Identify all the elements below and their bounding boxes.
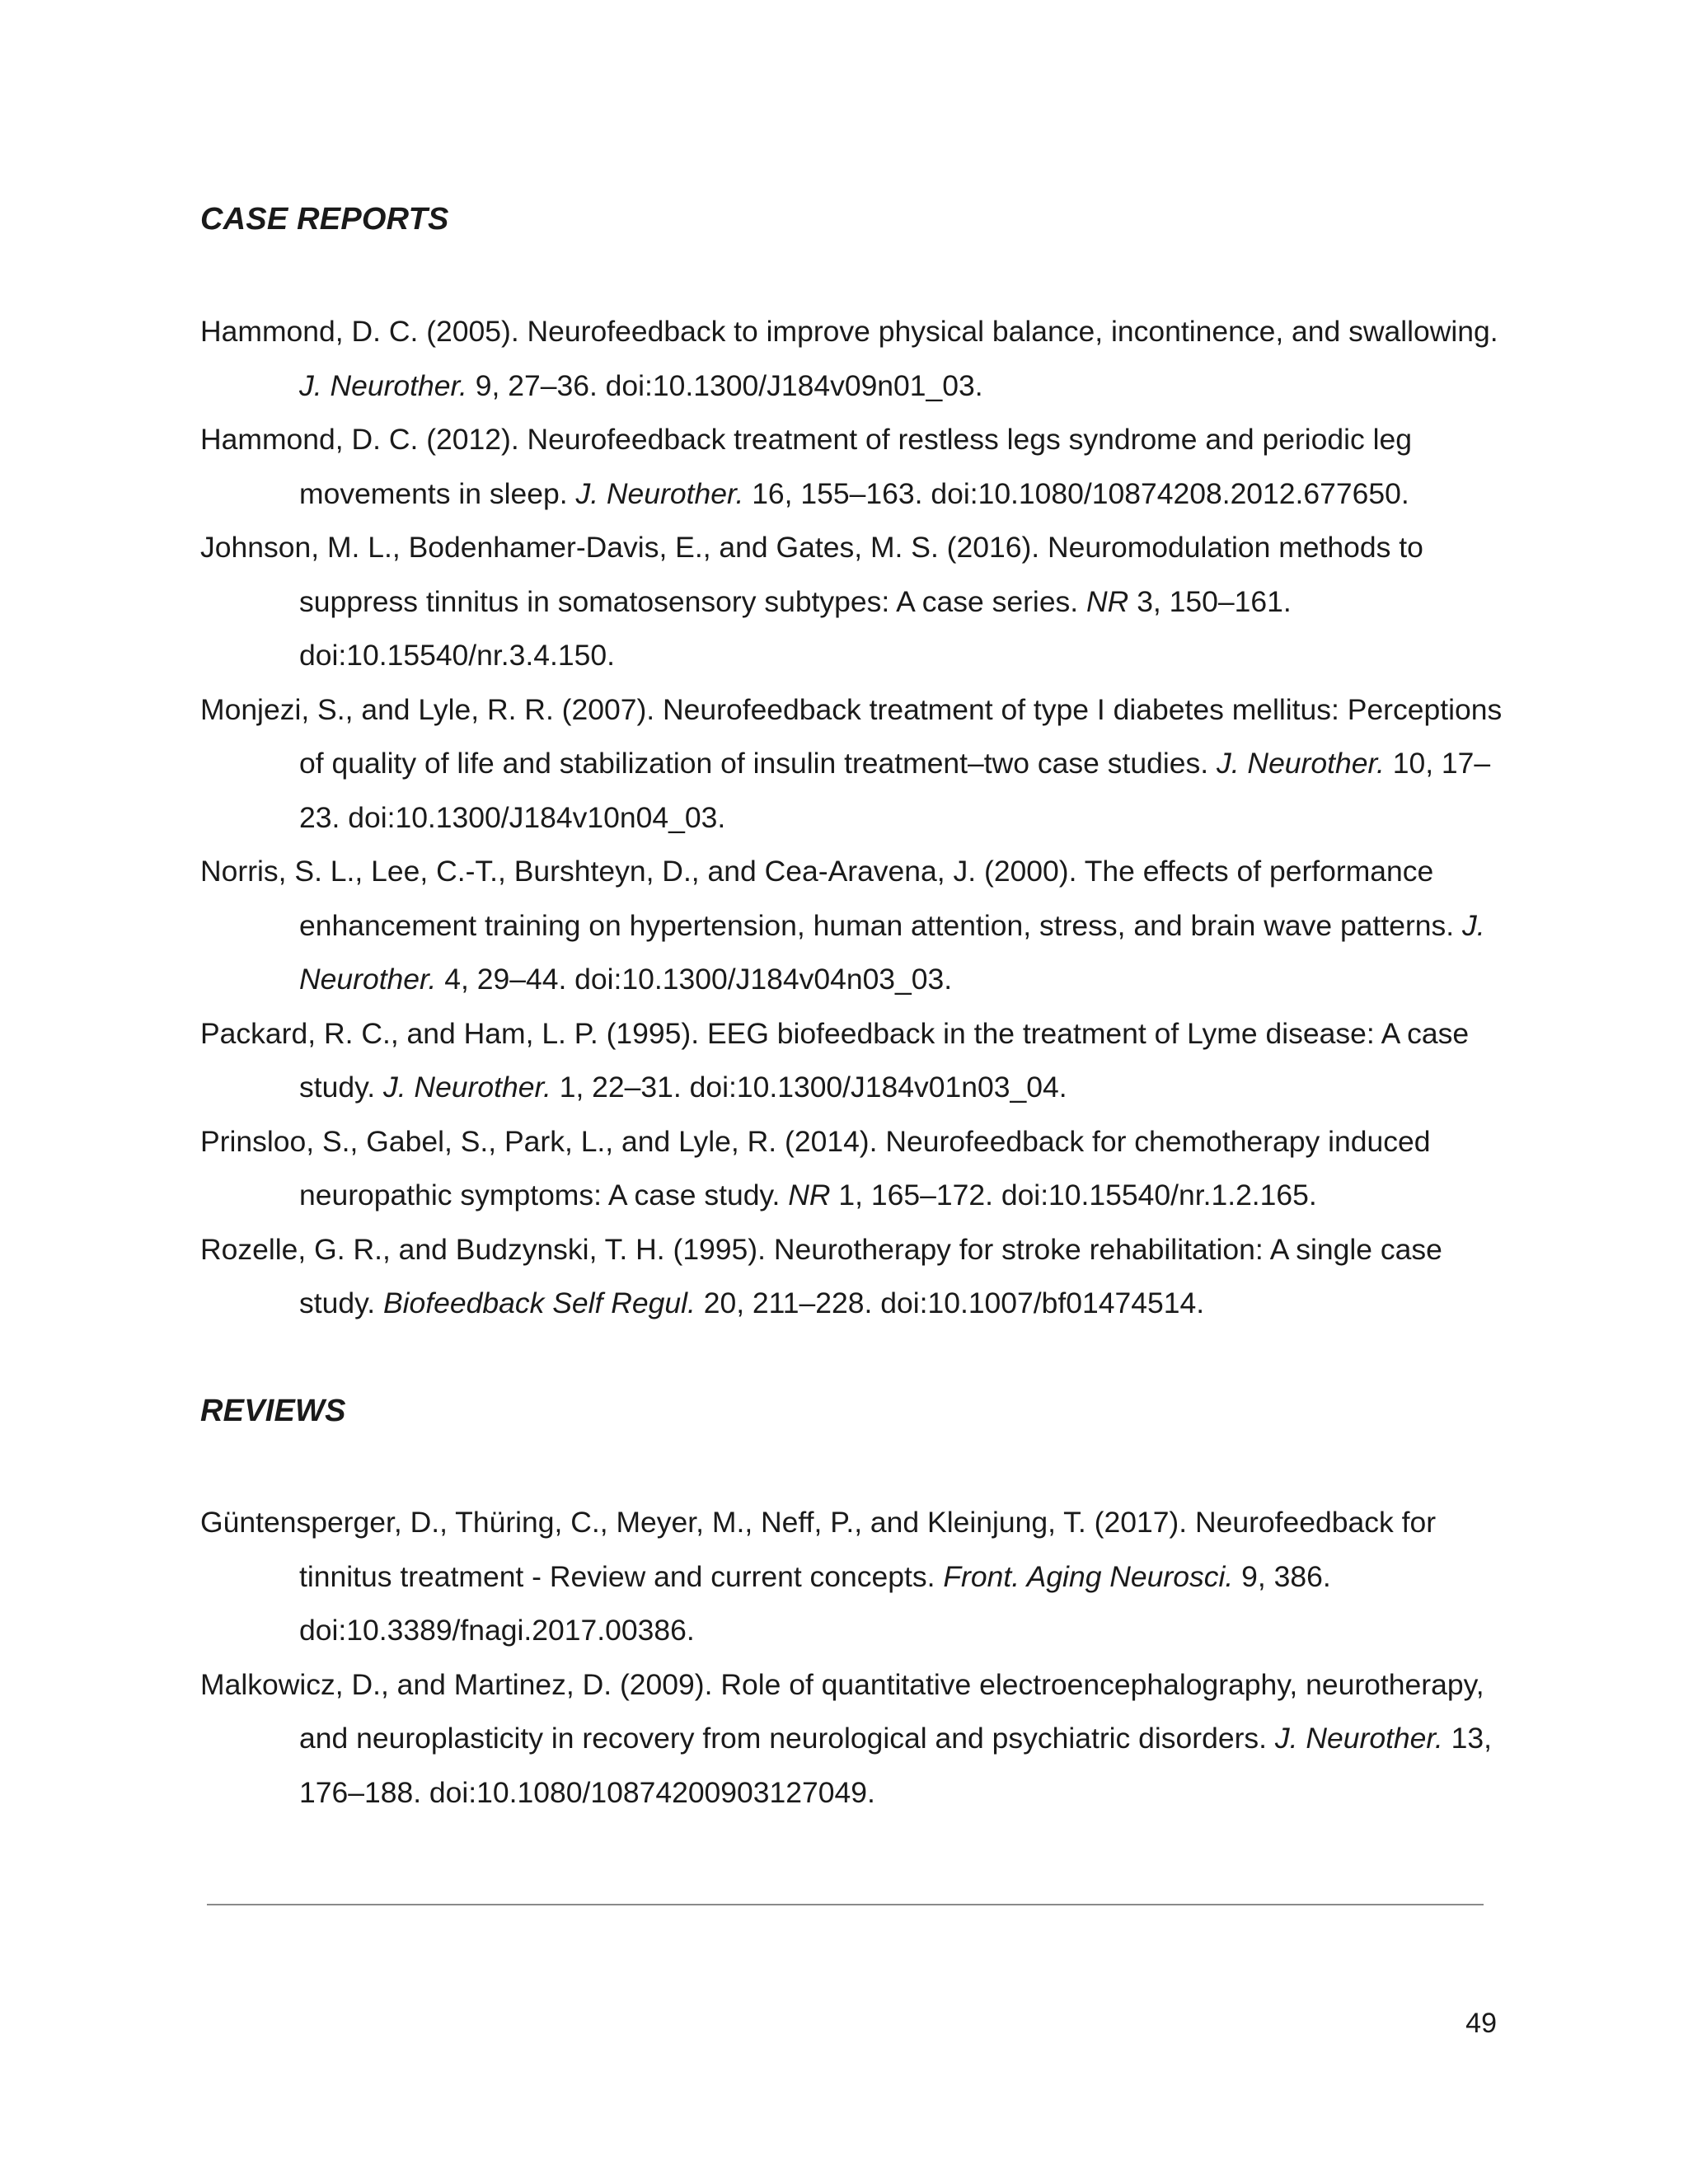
- reference-item: [200, 1115, 1503, 1223]
- reference-list-reviews: [200, 1496, 1503, 1820]
- journal-title: J. Neurother.: [575, 476, 744, 510]
- reference-item: [200, 1007, 1503, 1115]
- reference-list-case-reports: [200, 305, 1503, 1331]
- journal-title: J. Neurother.: [382, 1071, 551, 1104]
- reference-text: Johnson, M. L., Bodenhamer-Davis, E., and Gates, M. S. (2016). Neuromodulation methods to suppress tinnitus in somatosensory subtypes: A case series.: [200, 531, 1423, 618]
- reference-details: 16, 155–163. doi:10.1080/10874208.2012.677650.: [743, 476, 1409, 510]
- reference-text: Hammond, D. C. (2012). Neurofeedback treatment of restless legs syndrome and periodic leg movements in sleep.: [200, 423, 1413, 510]
- reference-details: 1, 165–172. doi:10.15540/nr.1.2.165.: [830, 1179, 1317, 1212]
- reference-text: Prinsloo, S., Gabel, S., Park, L., and Lyle, R. (2014). Neurofeedback for chemotherapy induced neuropathic symptoms: A case study.: [200, 1124, 1431, 1212]
- reference-item: [200, 305, 1503, 413]
- reference-text: Norris, S. L., Lee, C.-T., Burshteyn, D., and Cea-Aravena, J. (2000). The effects of performance enhancement training on hypertension, human attention, stress, and brain wave patterns.: [200, 855, 1463, 942]
- journal-title: Front. Aging Neurosci.: [943, 1559, 1234, 1593]
- section-heading-case-reports: CASE REPORTS: [200, 202, 449, 237]
- reference-details: 13, 176–188. doi:10.1080/10874200903127049.: [299, 1722, 1493, 1809]
- journal-title: J. Neurother.: [1216, 747, 1385, 780]
- reference-text: Hammond, D. C. (2005). Neurofeedback to improve physical balance, incontinence, and swallowing.: [200, 315, 1498, 348]
- reference-item: [200, 683, 1503, 846]
- reference-details: 1, 22–31. doi:10.1300/J184v01n03_04.: [551, 1071, 1067, 1104]
- reference-item: [200, 1496, 1503, 1658]
- reference-details: 10, 17–23. doi:10.1300/J184v10n04_03.: [299, 747, 1491, 834]
- reference-text: Packard, R. C., and Ham, L. P. (1995). EEG biofeedback in the treatment of Lyme disease: A case study.: [200, 1016, 1470, 1104]
- journal-title: Biofeedback Self Regul.: [382, 1286, 696, 1319]
- reference-item: [200, 1223, 1503, 1331]
- reference-text: Rozelle, G. R., and Budzynski, T. H. (1995). Neurotherapy for stroke rehabilitation: A single case study.: [200, 1232, 1442, 1319]
- journal-title: NR: [1086, 584, 1129, 618]
- reference-text: Güntensperger, D., Thüring, C., Meyer, M., Neff, P., and Kleinjung, T. (2017). Neurofeedback for tinnitus treatment - Review and current concepts.: [200, 1506, 1437, 1593]
- section-heading-reviews: REVIEWS: [200, 1394, 346, 1428]
- reference-item: [200, 845, 1503, 1007]
- reference-details: 3, 150–161. doi:10.15540/nr.3.4.150.: [299, 584, 1292, 672]
- reference-text: Malkowicz, D., and Martinez, D. (2009). Role of quantitative electroencephalography, neurotherapy, and neuroplasticity in recovery from neurological and psychiatric disorders.: [200, 1667, 1484, 1755]
- reference-item: [200, 1658, 1503, 1821]
- journal-title: J. Neurother.: [299, 368, 467, 402]
- footer-divider: [207, 1904, 1484, 1905]
- reference-text: Monjezi, S., and Lyle, R. R. (2007). Neurofeedback treatment of type I diabetes mellitus: Perceptions of quality of life and stabilization of insulin treatment–two case studies.: [200, 692, 1503, 780]
- reference-details: 20, 211–228. doi:10.1007/bf01474514.: [695, 1286, 1205, 1319]
- reference-details: 9, 27–36. doi:10.1300/J184v09n01_03.: [467, 368, 983, 402]
- journal-title: J. Neurother.: [299, 908, 1485, 996]
- reference-item: [200, 413, 1503, 521]
- reference-details: 9, 386. doi:10.3389/fnagi.2017.00386.: [299, 1559, 1331, 1647]
- reference-item: [200, 521, 1503, 683]
- journal-title: NR: [788, 1179, 831, 1212]
- journal-title: J. Neurother.: [1274, 1722, 1443, 1755]
- reference-details: 4, 29–44. doi:10.1300/J184v04n03_03.: [436, 963, 953, 996]
- page-number: 49: [1465, 2008, 1497, 2039]
